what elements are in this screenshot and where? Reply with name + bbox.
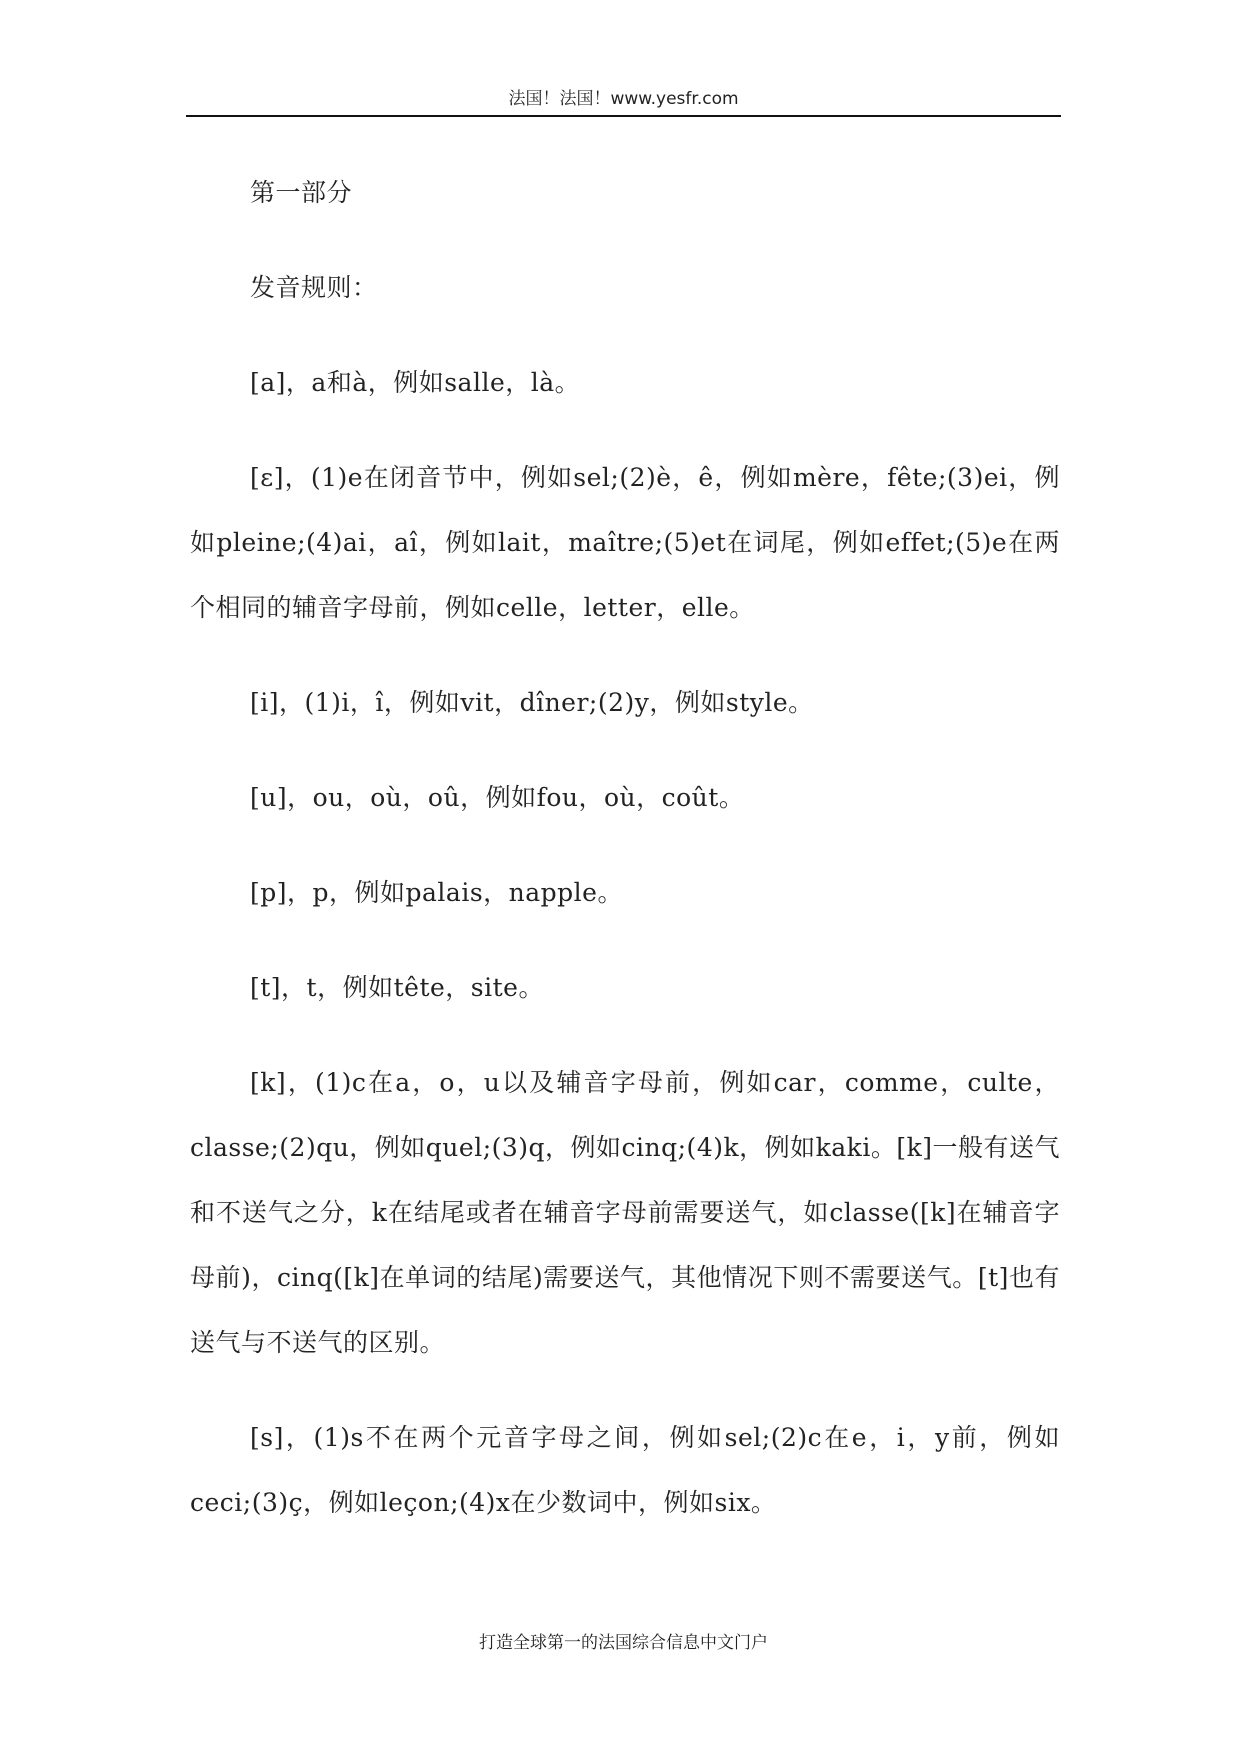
paragraph-u: [u]，ou，où，oû，例如fou，où，coût。 bbox=[250, 783, 745, 812]
subtitle: 发音规则： bbox=[250, 273, 378, 302]
page-header: 法国！法国！www.yesfr.com bbox=[508, 89, 739, 109]
paragraph-a: [a]，a和à，例如salle，là。 bbox=[250, 368, 581, 397]
paragraph-i: [i]，(1)i，î，例如vit，dîner;(2)y，例如style。 bbox=[250, 688, 814, 717]
document-body bbox=[190, 160, 1060, 1565]
paragraph-k: [k]，(1)c在a，o，u以及辅音字母前，例如car，comme，culte，classe;(2)qu，例如quel;(3)q，例如cinq;(4)k，例如kaki。[k]一般有送气和不送气之分，k在结尾或者在辅音字母前需要送气，如classe([k]在辅音字母前)，cinq([k]在单词的结尾)需要送气，其他情况下则不需要送气。[t]也有送气与不送气的区别。 bbox=[190, 1068, 1060, 1357]
paragraph-p: [p]，p，例如palais，napple。 bbox=[250, 878, 623, 907]
paragraph-t: [t]，t，例如tête，site。 bbox=[250, 973, 544, 1002]
section-title: 第一部分 bbox=[250, 178, 353, 207]
page-footer: 打造全球第一的法国综合信息中文门户 bbox=[479, 1633, 768, 1653]
paragraph-epsilon: [ɛ]，(1)e在闭音节中，例如sel;(2)è，ê，例如mère，fête;(3)ei，例如pleine;(4)ai，aî，例如lait，maître;(5)et在词尾，例如effet;(5)e在两个相同的辅音字母前，例如celle，letter，elle。 bbox=[190, 463, 1060, 622]
header-divider bbox=[186, 115, 1061, 117]
paragraph-s: [s]，(1)s不在两个元音字母之间，例如sel;(2)c在e，i，y前，例如ceci;(3)ç，例如leçon;(4)x在少数词中，例如six。 bbox=[190, 1423, 1060, 1517]
